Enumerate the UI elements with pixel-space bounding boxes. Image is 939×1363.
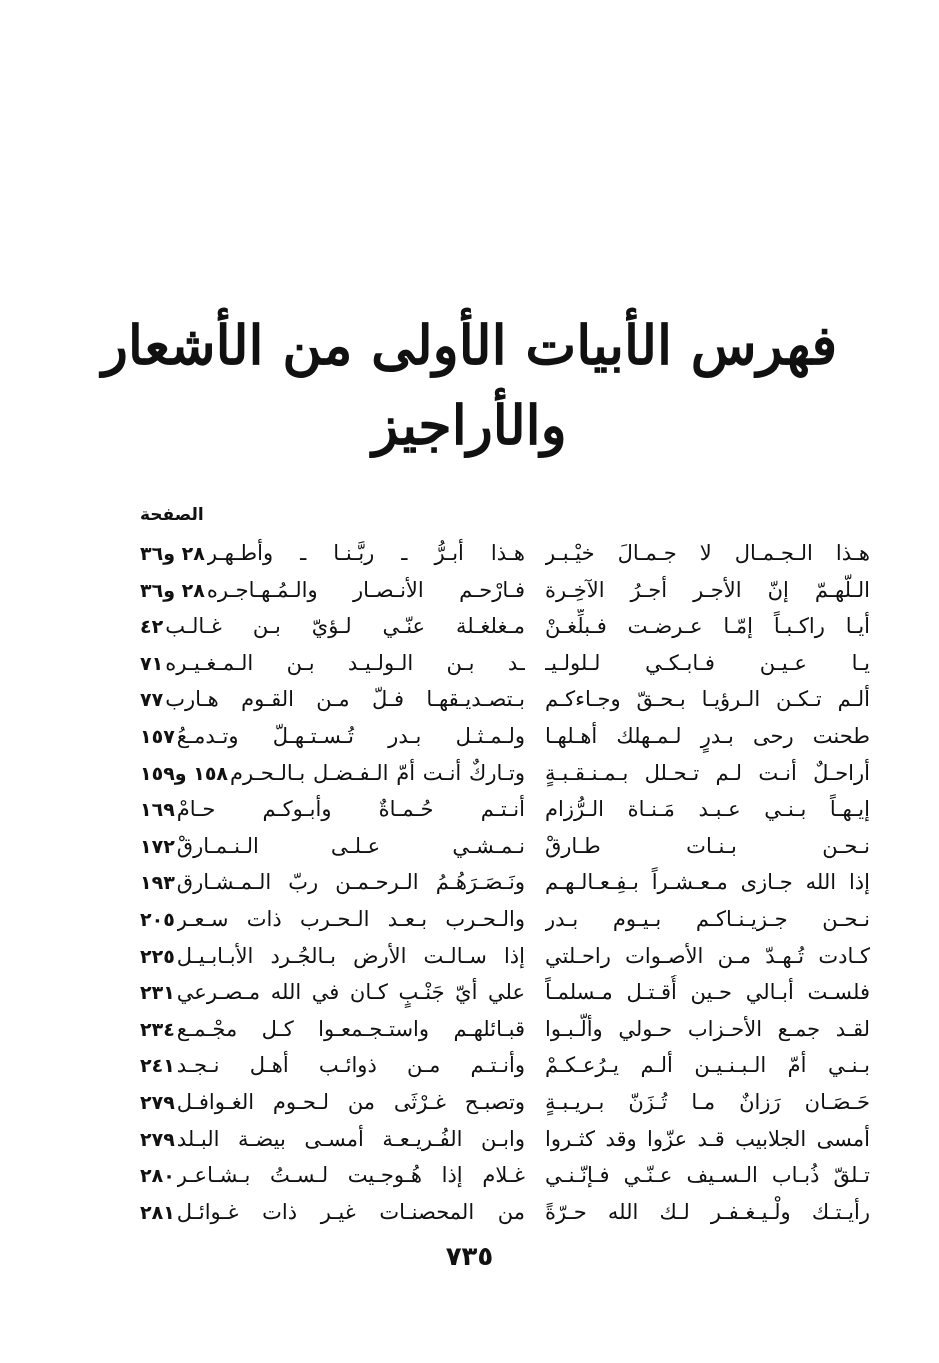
verse-page-reference: ١٦٩ — [140, 799, 175, 822]
verse-second-hemistich — [140, 829, 525, 866]
verse-first-hemistich: إذا الله جـازى مـعـشـراً بـفِـعـالـهـم — [545, 870, 870, 895]
verse-page-reference: ٢٢٥ — [140, 945, 175, 968]
verse-second-text: فـارْحـم الأنـصـار والـمُـهـاجـره — [206, 577, 525, 602]
verse-row — [140, 719, 870, 756]
verse-first-hemistich: حَـصَـان رَزانٌ مـا تُـزَنّ بـريـبـةٍ — [545, 1089, 870, 1114]
verse-page-reference: ٢٨١ — [140, 1201, 175, 1224]
verse-page-reference: ٢٨ و٣٦ — [140, 543, 205, 565]
verse-row — [140, 939, 870, 976]
verse-second-hemistich — [140, 1158, 525, 1195]
verse-first-hemistich: نـحـن جـزيـنـاكـم بـيـوم بـدر — [545, 906, 870, 931]
verse-first-hemistich: يـا عـيـن فـابـكـي لـلولـيـ — [545, 650, 870, 675]
verse-second-hemistich — [140, 902, 525, 939]
verse-second-text: قبـائلهـم واستـجـمعـوا كـل مجْـمـع — [176, 1016, 525, 1041]
verse-second-hemistich — [140, 939, 525, 976]
verse-row — [140, 829, 870, 866]
verse-second-text: أنـتـم حُـمـاةٌ وأبـوكـم حـامْ — [176, 797, 525, 822]
verse-second-text: وأنـتـم مـن ذوائـب أهـل نـجـد — [176, 1053, 525, 1078]
verse-second-text: هـذا أبـرُّ ـ ربَّـنـا ـ وأطـهـر — [206, 541, 525, 565]
verse-second-hemistich — [140, 536, 525, 573]
verse-first-hemistich: ألـم تـكـن الـرؤيـا بـحـقّ وجـاءكـم — [545, 687, 870, 712]
verse-row — [140, 682, 870, 719]
verse-second-hemistich — [140, 792, 525, 829]
verse-first-hemistich: أمسى الجلابيب قـد عزّوا وقد كثـروا — [545, 1126, 870, 1151]
verse-first-hemistich: أيـا راكـبـاً إمّـا عـرضـت فـبلِّغـنْ — [545, 614, 870, 639]
verse-page-reference: ٢٣٤ — [140, 1018, 175, 1041]
verse-page-reference: ٢٨٠ — [140, 1165, 175, 1188]
verse-page-reference: ٢٠٥ — [140, 908, 175, 931]
verse-row — [140, 756, 870, 793]
page-column-header: الصفحة — [140, 505, 204, 525]
verse-second-hemistich — [140, 1012, 525, 1049]
verse-first-hemistich: كـادت تُـهـدّ مـن الأصـوات راحـلتي — [545, 943, 870, 968]
verse-row — [140, 1012, 870, 1049]
verse-first-hemistich: الـلّهـمّ إنّ الأجـر أجـرُ الآخِـرة — [545, 577, 870, 602]
verse-page-reference: ٢٣١ — [140, 982, 175, 1005]
verse-row — [140, 1122, 870, 1159]
verse-first-hemistich: رأيـتـك ولْـيـغـفـر لـك الله حـرّةً — [545, 1199, 870, 1224]
verse-second-hemistich — [140, 719, 525, 756]
verse-second-text: والـحـرب بـعـد الـحـرب ذات سـعـر — [176, 906, 525, 931]
verse-first-hemistich: بـنـي أمّ الـبـنـيـن ألـم يـرُعـكـمْ — [545, 1053, 870, 1078]
verse-second-hemistich — [140, 646, 525, 683]
verse-first-hemistich: فلسـت أبـالي حـين أُقـتـل مـسلمـاً — [545, 980, 870, 1005]
verse-page-reference: ١٥٧ — [140, 725, 175, 748]
verse-row — [140, 865, 870, 902]
verse-row — [140, 573, 870, 610]
verse-row — [140, 1195, 870, 1232]
verse-page-reference: ٢٧٩ — [140, 1091, 175, 1114]
verse-second-text: بـتصـديـقهـا فـلّ مـن القـوم هـارب — [165, 687, 525, 712]
verse-first-hemistich: نـحـن بـنـات طـارقْ — [545, 833, 870, 858]
verse-page-reference: ٧١ — [140, 652, 164, 675]
verse-second-hemistich — [140, 975, 525, 1012]
verse-second-text: من المحصنـات غيـر ذات غـوائـل — [176, 1199, 525, 1224]
verse-second-text: إذا سـالـت الأرض بـالجُـرد الأبـابـيـل — [176, 943, 525, 968]
verse-page-reference: ١٩٣ — [140, 872, 175, 895]
verse-second-hemistich — [140, 1048, 525, 1085]
verse-row — [140, 646, 870, 683]
verse-page-reference: ٢٤١ — [140, 1055, 175, 1078]
verse-second-text: وتـاركٌ أنـت أمّ الـفـضـل بـالـحـرم — [230, 760, 525, 785]
verse-second-text: وتصبـح غـرْثَى من لـحـوم الغـوافـل — [176, 1089, 525, 1114]
verse-second-hemistich — [140, 1195, 525, 1232]
verse-page-reference: ٧٧ — [140, 689, 164, 712]
verse-first-hemistich: لقـد جمـع الأحـزاب حـولي وألّـبـوا — [545, 1016, 870, 1041]
verse-index-list — [140, 536, 870, 1231]
verse-row — [140, 1048, 870, 1085]
verse-first-hemistich: طحنت رحى بـدرٍ لـمـهلك أهـلهـا — [545, 723, 870, 748]
verse-second-hemistich — [140, 756, 525, 793]
verse-second-text: نـمـشـي عـلـى الـنـمـارقْ — [176, 833, 525, 858]
verse-page-reference: ٢٨ و٣٦ — [140, 579, 205, 602]
verse-second-text: غـلام إذا هُـوجـيت لـسـتُ بـشـاعـر — [176, 1163, 525, 1188]
verse-row — [140, 975, 870, 1012]
verse-row — [140, 536, 870, 573]
index-title: فهرس الأبيات الأولى من الأشعار والأراجيز — [101, 313, 838, 457]
verse-second-text: ولـمـثـل بـدر تُـسـتـهـلّ وتـدمـعُ — [176, 723, 525, 748]
verse-second-text: مـغلغـلة عنّـي لـؤيّ بـن غـالـب — [165, 614, 525, 639]
verse-second-text: ـد بـن الـولـيـد بـن الـمـغـيـره — [165, 650, 525, 675]
verse-second-text: ونَـصَـرَهُـمُ الـرحـمـن ربّ الـمـشـارق — [176, 870, 525, 895]
page-number: ٧٣٥ — [445, 1242, 494, 1272]
verse-second-text: وابـن الفُـريـعـة أمسـى بيضـة البـلد — [176, 1126, 525, 1151]
verse-second-hemistich — [140, 865, 525, 902]
verse-row — [140, 609, 870, 646]
verse-page-reference: ٢٧٩ — [140, 1128, 175, 1151]
verse-second-text: علي أيّ جَنْـبٍ كـان في الله مـصـرعي — [176, 980, 525, 1005]
verse-first-hemistich: إيـهـاً بـنـي عـبـد مَـنـاة الـرُّزام — [545, 797, 870, 822]
verse-page-reference: ١٧٢ — [140, 835, 175, 858]
verse-second-hemistich — [140, 1085, 525, 1122]
verse-row — [140, 1085, 870, 1122]
verse-row — [140, 792, 870, 829]
verse-row — [140, 1158, 870, 1195]
verse-page-reference: ١٥٨ و١٥٩ — [140, 762, 229, 785]
verse-first-hemistich: أراحـلٌ أنـت لـم تـحـلل بـمـنـقـبـةٍ — [545, 760, 870, 785]
verse-first-hemistich: هـذا الـجـمـال لا جـمـالَ خيْـبـر — [545, 541, 870, 565]
verse-page-reference: ٤٢ — [140, 616, 164, 639]
verse-second-hemistich — [140, 609, 525, 646]
verse-second-hemistich — [140, 682, 525, 719]
verse-first-hemistich: تـلقّ ذُبـاب الـسـيف عـنّـي فـإنّـنـي — [545, 1163, 870, 1188]
verse-second-hemistich — [140, 1122, 525, 1159]
verse-row — [140, 902, 870, 939]
verse-second-hemistich — [140, 573, 525, 610]
